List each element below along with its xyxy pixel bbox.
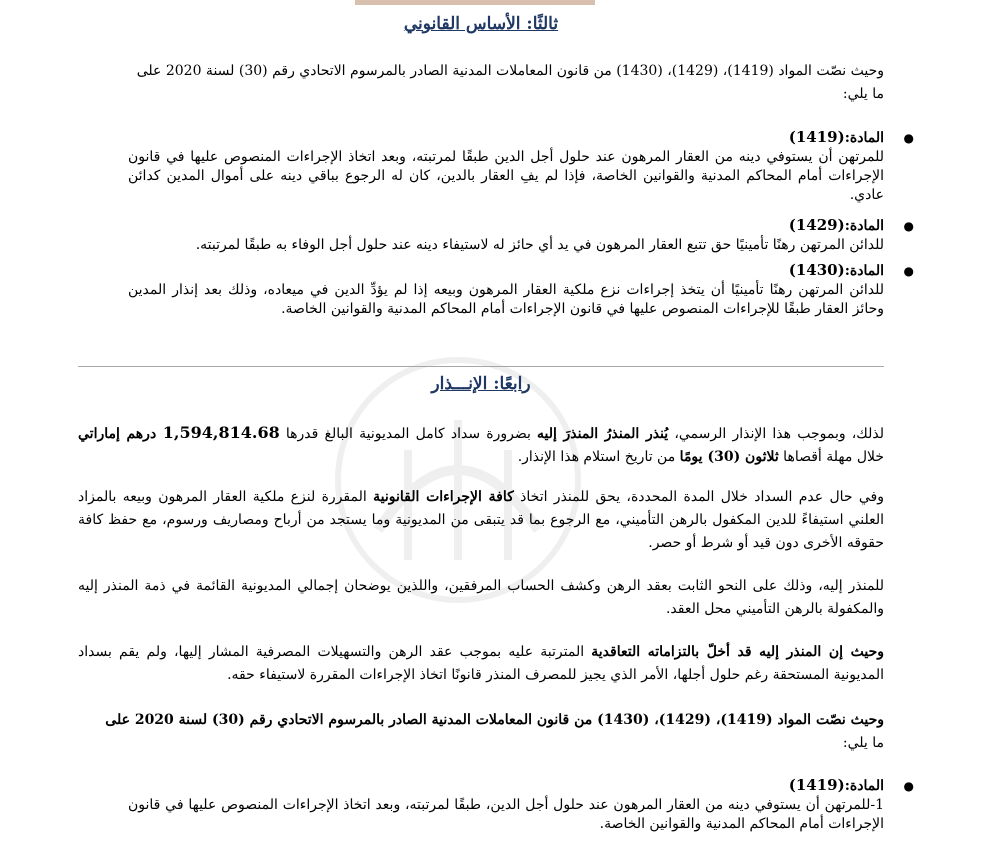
article-title bbox=[128, 128, 884, 148]
article-text: للدائن المرتهن رهنًا تأمينيًا حق تتبع العقار المرهون في يد أي حائز له لاستيفاء دينه عند حلول أجل الوفاء به طبقًا لمرتبته. bbox=[195, 237, 884, 253]
deadline-days: ثلاثون (30) يومًا bbox=[679, 449, 779, 465]
article-number: (1419) bbox=[788, 128, 845, 146]
article-number: (1430) bbox=[788, 261, 845, 279]
article-label: المادة: bbox=[844, 130, 884, 146]
intro-line-1: وحيث نصّت المواد (1419)، (1429)، (1430) من قانون المعاملات المدنية الصادر بالمرسوم الاتحادي رقم (30) لسنة 2020 على bbox=[136, 63, 884, 79]
article-item bbox=[128, 216, 914, 255]
bullet-icon: ● bbox=[903, 219, 914, 233]
article-title bbox=[128, 776, 884, 796]
document-page bbox=[78, 0, 914, 845]
section-divider bbox=[78, 366, 884, 367]
section-heading-legal-basis: ثالثًا: الأساس القانوني bbox=[403, 14, 559, 34]
article-item bbox=[128, 261, 914, 319]
legal-basis-intro bbox=[78, 60, 884, 106]
bullet-icon: ● bbox=[903, 779, 914, 793]
article-label: المادة: bbox=[844, 218, 884, 234]
article-text: للدائن المرتهن رهنًا تأمينيًا أن يتخذ إجراءات نزع ملكية العقار المرهون وبيعه إذا لم يؤدِّ الدين في ميعاده، وذلك بعد إنذار المدين وحائز العقار طبقًا للإجراءات المنصوص عليها في قانون الإجراءات أمام المحاكم المدنية والقوانين الخاصة. bbox=[128, 282, 884, 317]
intro-line-2: ما يلي: bbox=[842, 86, 884, 102]
section-heading-notice: رابعًا: الإنـــذار bbox=[431, 374, 531, 394]
article-item bbox=[128, 776, 914, 834]
bullet-icon: ● bbox=[903, 131, 914, 145]
notice-paragraph-articles-intro: وحيث نصّت المواد (1419)، (1429)، (1430) من قانون المعاملات المدنية الصادر بالمرسوم الاتحادي رقم (30) لسنة 2020 على ما يلي: bbox=[105, 712, 884, 751]
article-text: للمرتهن أن يستوفي دينه من العقار المرهون عند حلول أجل الدين طبقًا لمرتبته، وبعد اتخاذ الإجراءات المنصوص عليها في قانون الإجراءات أمام المحاكم المدنية والقوانين الخاصة، فإذا لم يفِ العقار بالدين، كان له الرجوع بباقي دينه على أموال المدين كدائن عادي. bbox=[128, 149, 884, 203]
notice-paragraph-demand: لذلك، وبموجب هذا الإنذار الرسمي، يُنذر المنذرُ المنذرَ إليه بضرورة سداد كامل المديونية البالغ قدرها 1,594,814.68 درهم إماراتي خلال مهلة أقصاها ثلاثون (30) يومًا من تاريخ استلام هذا الإنذار. bbox=[78, 423, 884, 465]
article-title bbox=[128, 216, 884, 236]
debt-amount: 1,594,814.68 bbox=[162, 423, 280, 442]
notice-paragraph-debt-statement: للمنذر إليه، وذلك على النحو الثابت بعقد الرهن وكشف الحساب المرفقين، واللذين يوضحان إجمالي المديونية القائمة في ذمة المنذر إليه والمكفولة بالرهن التأميني محل العقد. bbox=[78, 578, 884, 617]
article-label: المادة: bbox=[844, 263, 884, 279]
article-number: (1429) bbox=[788, 216, 845, 234]
article-title bbox=[128, 261, 884, 281]
notice-paragraph-breach: وحيث إن المنذر إليه قد أخلّ بالتزاماته التعاقدية المترتبة عليه بموجب عقد الرهن والتسهيلات المصرفية المشار إليها، ولم يقم بسداد المديونية المستحقة رغم حلول أجلها، الأمر الذي يجيز للمصرف المنذر قانونًا اتخاذ الإجراءات المقررة لاستيفاء حقه. bbox=[78, 644, 884, 683]
notice-paragraph-consequence: وفي حال عدم السداد خلال المدة المحددة، يحق للمنذر اتخاذ كافة الإجراءات القانونية المقررة لنزع ملكية العقار المرهون وبيعه بالمزاد العلني استيفاءً للدين المكفول بالرهن التأميني، مع الرجوع بما قد يتبقى من المديونية وما يستجد من أرباح ومصاريف ورسوم، مع حفظ كافة حقوقه الأخرى دون قيد أو شرط أو حصر. bbox=[78, 489, 884, 551]
article-number: (1419) bbox=[788, 776, 845, 794]
article-label: المادة: bbox=[844, 778, 884, 794]
bullet-icon: ● bbox=[903, 264, 914, 278]
article-text: 1-للمرتهن أن يستوفي دينه من العقار المرهون عند حلول أجل الدين، طبقًا لمرتبته، وبعد اتخاذ الإجراءات المنصوص عليها في قانون الإجراءات أمام المحاكم المدنية والقوانين الخاصة. bbox=[128, 797, 884, 832]
article-item bbox=[128, 128, 914, 205]
